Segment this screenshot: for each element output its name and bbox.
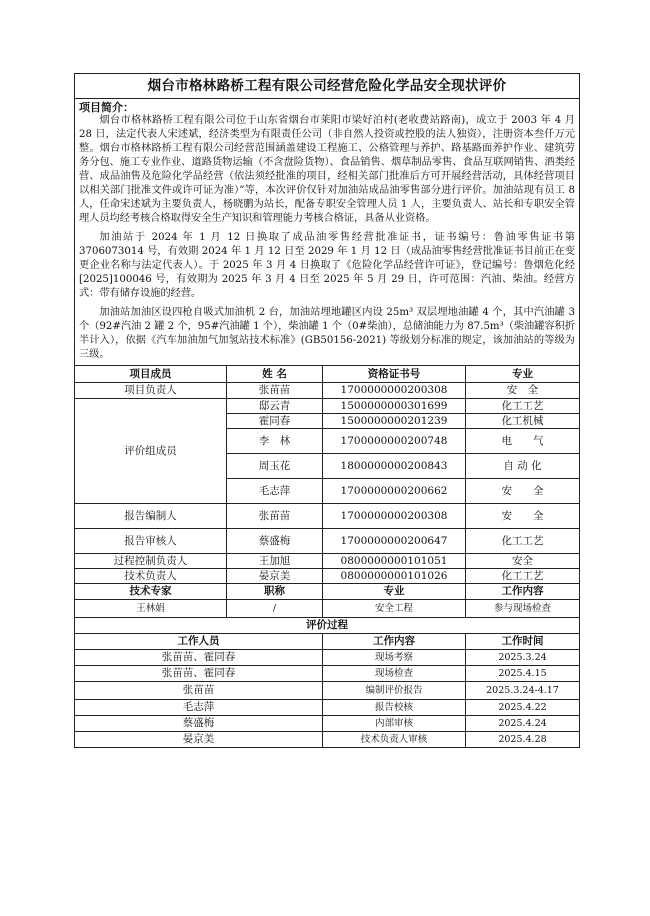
intro-label: 项目简介： <box>79 101 134 114</box>
member-row <box>75 504 580 529</box>
process-header-work: 工作内容 <box>323 634 466 650</box>
members-header-cert: 资格证书号 <box>323 366 466 383</box>
experts-header-work: 工作内容 <box>466 584 580 600</box>
members-header-name: 姓 名 <box>227 366 323 383</box>
process-people: 张苗苗、霍同春 <box>75 666 323 682</box>
member-role: 过程控制负责人 <box>75 554 227 569</box>
member-row <box>75 399 580 414</box>
process-header-people: 工作人员 <box>75 634 323 650</box>
member-cert: 1700000000200308 <box>323 383 466 399</box>
member-major: 安 全 <box>466 504 580 529</box>
process-header-date: 工作时间 <box>466 634 580 650</box>
expert-major: 安全工程 <box>323 600 466 618</box>
member-name: 毛志萍 <box>227 479 323 504</box>
document-title: 烟台市格林路桥工程有限公司经营危险化学品安全现状评价 <box>75 74 580 99</box>
member-row <box>75 554 580 569</box>
member-name: 王加旭 <box>227 554 323 569</box>
process-date: 2025.3.24 <box>466 650 580 666</box>
experts-header-major: 专业 <box>323 584 466 600</box>
members-header-role: 项目成员 <box>75 366 227 383</box>
member-major: 自 动 化 <box>466 454 580 479</box>
member-major: 安全 <box>466 554 580 569</box>
process-date: 2025.4.24 <box>466 716 580 732</box>
process-row <box>75 700 580 716</box>
intro-paragraph-2: 加油站于 2024 年 1 月 12 日换取了成品油零售经营批准证书，证书编号：鲁油零售证书第 3706073014 号，有效期 2024 年 1 月 12 日至 2029 年 1 月 12 日（成品油零售经营批准证书目前正在变更企业名称与法定代表人）。于 2025 年 3 月 4 日换取了《危险化学品经营许可证》，登记编号：鲁烟危化经[2025]100046 号，有效期为 2025 年 3 月 4 日至 2025 年 5 月 29 日，许可范围：汽油、柴油。经营方式：带有储存设施的经营。 <box>79 232 575 299</box>
member-name: 蔡盛梅 <box>227 529 323 554</box>
member-major: 化工工艺 <box>466 529 580 554</box>
experts-header-name: 技术专家 <box>75 584 227 600</box>
process-people: 张苗苗 <box>75 682 323 700</box>
process-section-row <box>75 618 580 634</box>
evaluation-table <box>74 73 580 748</box>
member-role: 报告编制人 <box>75 504 227 529</box>
process-work: 内部审核 <box>323 716 466 732</box>
member-cert: 1700000000200748 <box>323 429 466 454</box>
member-role: 评价组成员 <box>75 399 227 504</box>
process-work: 报告校核 <box>323 700 466 716</box>
process-section-title: 评价过程 <box>75 618 580 634</box>
members-header-row <box>75 366 580 383</box>
process-row <box>75 650 580 666</box>
member-major: 化工机械 <box>466 414 580 429</box>
member-cert: 1700000000200647 <box>323 529 466 554</box>
member-major: 电 气 <box>466 429 580 454</box>
member-cert: 1700000000200662 <box>323 479 466 504</box>
process-date: 2025.4.22 <box>466 700 580 716</box>
process-work: 编制评价报告 <box>323 682 466 700</box>
member-cert: 0800000000101026 <box>323 569 466 584</box>
member-name: 周玉花 <box>227 454 323 479</box>
member-cert: 1700000000200308 <box>323 504 466 529</box>
process-row <box>75 732 580 748</box>
experts-header-row <box>75 584 580 600</box>
process-row <box>75 666 580 682</box>
process-work: 技术负责人审核 <box>323 732 466 748</box>
process-date: 2025.4.28 <box>466 732 580 748</box>
process-work: 现场考察 <box>323 650 466 666</box>
member-major: 安 全 <box>466 479 580 504</box>
process-date: 2025.4.15 <box>466 666 580 682</box>
member-cert: 1500000000201239 <box>323 414 466 429</box>
expert-work: 参与现场检查 <box>466 600 580 618</box>
process-row <box>75 682 580 700</box>
expert-title: / <box>227 600 323 618</box>
member-name: 张苗苗 <box>227 383 323 399</box>
process-people: 蔡盛梅 <box>75 716 323 732</box>
expert-row <box>75 600 580 618</box>
member-role: 项目负责人 <box>75 383 227 399</box>
process-date: 2025.3.24-4.17 <box>466 682 580 700</box>
member-row <box>75 569 580 584</box>
member-name: 霍同春 <box>227 414 323 429</box>
member-name: 晏京美 <box>227 569 323 584</box>
intro-paragraph-1: 烟台市格林路桥工程有限公司位于山东省烟台市莱阳市梁好泊村(老收费站路南)，成立于 2003 年 4 月 28 日，法定代表人宋述斌，经济类型为有限责任公司（非自然人投资或控股的法人独资），注册资本叁仟万元整。烟台市格林路桥工程有限公司经营范围涵盖建设工程施工、公格管理与养护、路基路面养护作业、建筑劳务分包、施工专业作业、道路货物运输（不含盘险货物）、食品销售、烟草制品零售、食品互联网销售、酒类经营、成品油售及危险化学品经营（依法须经批准的项目，经相关部门批准后方可开展经营活动，具体经营项目以相关部门批准文件或许可证为准）”等，本次评价仅针对加油站成品油零售部分进行评价。加油站现有员工 8 人，任命宋述斌为主要负责人，杨晓鹏为站长，配备专职安全管理人员 1 人，主要负责人、站长和专职安全管理人员均经考核合格取得安全生产知识和管理能力考核合格证，具备从业资格。 <box>79 115 575 224</box>
process-people: 晏京美 <box>75 732 323 748</box>
experts-header-title: 职称 <box>227 584 323 600</box>
member-row <box>75 383 580 399</box>
process-people: 张苗苗、霍同春 <box>75 650 323 666</box>
intro-paragraph-3: 加油站加油区设四枪自吸式加油机 2 台，加油站埋地罐区内设 25m³ 双层埋地油罐 4 个，其中汽油罐 3 个（92#汽油 2 罐 2 个，95#汽油罐 1 个），柴油罐 1 个（0#柴油），总储油能力为 87.5m³（柴油罐容积折半计入），依据《汽车加油加气加氢站技术标准》(GB50156-2021) 等级划分标准的规定，该加油站的等级为三级。 <box>79 307 575 360</box>
member-role: 报告审核人 <box>75 529 227 554</box>
members-header-major: 专业 <box>466 366 580 383</box>
member-major: 化工工艺 <box>466 569 580 584</box>
member-name: 邸云青 <box>227 399 323 414</box>
member-cert: 0800000000101051 <box>323 554 466 569</box>
member-cert: 1500000000301699 <box>323 399 466 414</box>
member-row <box>75 529 580 554</box>
process-header-row <box>75 634 580 650</box>
member-role: 技术负责人 <box>75 569 227 584</box>
member-major: 化工工艺 <box>466 399 580 414</box>
member-name: 李 林 <box>227 429 323 454</box>
process-row <box>75 716 580 732</box>
process-people: 毛志萍 <box>75 700 323 716</box>
member-cert: 1800000000200843 <box>323 454 466 479</box>
member-name: 张苗苗 <box>227 504 323 529</box>
process-work: 现场检查 <box>323 666 466 682</box>
project-intro <box>75 99 580 366</box>
member-major: 安 全 <box>466 383 580 399</box>
expert-name: 王林娟 <box>75 600 227 618</box>
